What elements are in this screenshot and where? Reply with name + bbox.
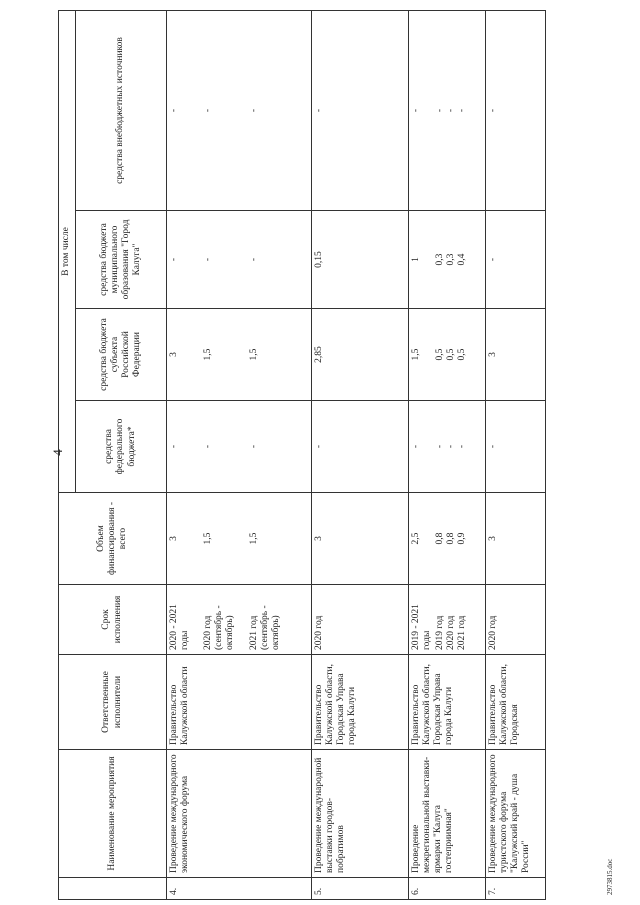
- row-number: 6.: [409, 878, 486, 900]
- value: 1,5: [203, 348, 213, 361]
- row-number: 7.: [486, 878, 546, 900]
- row-total: 3: [486, 493, 546, 585]
- value: 0,5: [435, 348, 445, 361]
- value: 0,9: [457, 532, 468, 545]
- value: 3: [169, 352, 179, 357]
- row-federal: [409, 401, 486, 493]
- value: -: [435, 108, 445, 113]
- period-line: 2020 год: [446, 615, 457, 650]
- row-extra: -: [312, 11, 409, 211]
- row-extra: [409, 11, 486, 211]
- row-subject: 3: [486, 309, 546, 401]
- value: 3: [169, 536, 179, 541]
- row-period: [167, 585, 312, 655]
- row-number: 4.: [167, 878, 312, 900]
- value: 1,5: [249, 348, 259, 361]
- value: 0,4: [457, 253, 468, 266]
- row-municipal: [167, 211, 312, 309]
- value: -: [411, 108, 421, 113]
- header-name: Наименование мероприятия: [59, 750, 167, 878]
- header-subject: средства бюджета субъекта Российской Федерации: [76, 309, 167, 401]
- row-period: 2020 год: [486, 585, 546, 655]
- row-total: [409, 493, 486, 585]
- period-line: 2020 год (сентябрь - октябрь): [203, 605, 236, 650]
- header-federal: средства федерального бюджета*: [76, 401, 167, 493]
- table-row: [486, 11, 546, 900]
- period-line: 2019 год: [435, 615, 445, 650]
- row-executors: Правительство Калужской области, Городская Управа города Калуги: [312, 655, 409, 750]
- row-total: [167, 493, 312, 585]
- activities-table: [58, 10, 546, 900]
- header-total: Объем финансирования - всего: [59, 493, 167, 585]
- value: -: [411, 444, 421, 449]
- header-period: Срок исполнения: [59, 585, 167, 655]
- row-name: Проведение международной выставки городов-побратимов: [312, 750, 409, 878]
- value: -: [169, 257, 179, 262]
- value: 0,8: [435, 532, 445, 545]
- value: -: [203, 108, 213, 113]
- row-municipal: -: [486, 211, 546, 309]
- row-number: 5.: [312, 878, 409, 900]
- period-line: 2020 - 2021 годы: [169, 604, 191, 650]
- row-period: [409, 585, 486, 655]
- row-extra: [167, 11, 312, 211]
- value: 2,5: [411, 532, 421, 545]
- table-row: [167, 11, 312, 900]
- row-federal: [167, 401, 312, 493]
- period-line: 2021 год: [457, 615, 468, 650]
- row-total: 3: [312, 493, 409, 585]
- value: -: [169, 444, 179, 449]
- row-municipal: [409, 211, 486, 309]
- row-federal: -: [312, 401, 409, 493]
- value: -: [457, 108, 468, 113]
- row-name: Проведение международного туристского форума "Калужский край - душа России": [486, 750, 546, 878]
- row-period: 2020 год: [312, 585, 409, 655]
- value: 0,5: [446, 348, 457, 361]
- document-id: 2973815.doc: [606, 858, 614, 895]
- value: -: [446, 444, 457, 449]
- row-executors: Правительство Калужской области: [167, 655, 312, 750]
- value: -: [249, 444, 259, 449]
- value: -: [203, 444, 213, 449]
- row-federal: -: [486, 401, 546, 493]
- header-number: [59, 878, 167, 900]
- value: -: [249, 108, 259, 113]
- value: 1,5: [203, 532, 213, 545]
- row-subject: 2,85: [312, 309, 409, 401]
- table-row: [409, 11, 486, 900]
- row-executors: Правительство Калужской области, Городская Управа города Калуги: [409, 655, 486, 750]
- value: 1: [411, 257, 421, 262]
- table-row: [312, 11, 409, 900]
- value: -: [169, 108, 179, 113]
- value: -: [446, 108, 457, 113]
- header-executors: Ответственные исполнители: [59, 655, 167, 750]
- page-number: 4: [50, 449, 65, 456]
- header-including: В том числе: [59, 11, 76, 493]
- row-municipal: 0,15: [312, 211, 409, 309]
- row-extra: -: [486, 11, 546, 211]
- row-subject: [167, 309, 312, 401]
- period-line: 2021 год (сентябрь - октябрь): [249, 605, 282, 650]
- header-municipal: средства бюджета муниципального образования "Город Калуга": [76, 211, 167, 309]
- row-subject: [409, 309, 486, 401]
- row-name: Проведение межрегиональной выставки-ярмарки "Калуга гостеприимная": [409, 750, 486, 878]
- value: 1,5: [249, 532, 259, 545]
- value: -: [249, 257, 259, 262]
- value: 0,5: [457, 348, 468, 361]
- value: 0,3: [446, 253, 457, 266]
- row-name: Проведение международного экономического форума: [167, 750, 312, 878]
- value: -: [203, 257, 213, 262]
- row-executors: Правительство Калужской области, Городская: [486, 655, 546, 750]
- value: -: [435, 444, 445, 449]
- value: 0,8: [446, 532, 457, 545]
- value: 0,3: [435, 253, 445, 266]
- value: 1,5: [411, 348, 421, 361]
- period-line: 2019 - 2021 годы: [411, 604, 433, 650]
- value: -: [457, 444, 468, 449]
- header-extra: средства внебюджетных источников: [76, 11, 167, 211]
